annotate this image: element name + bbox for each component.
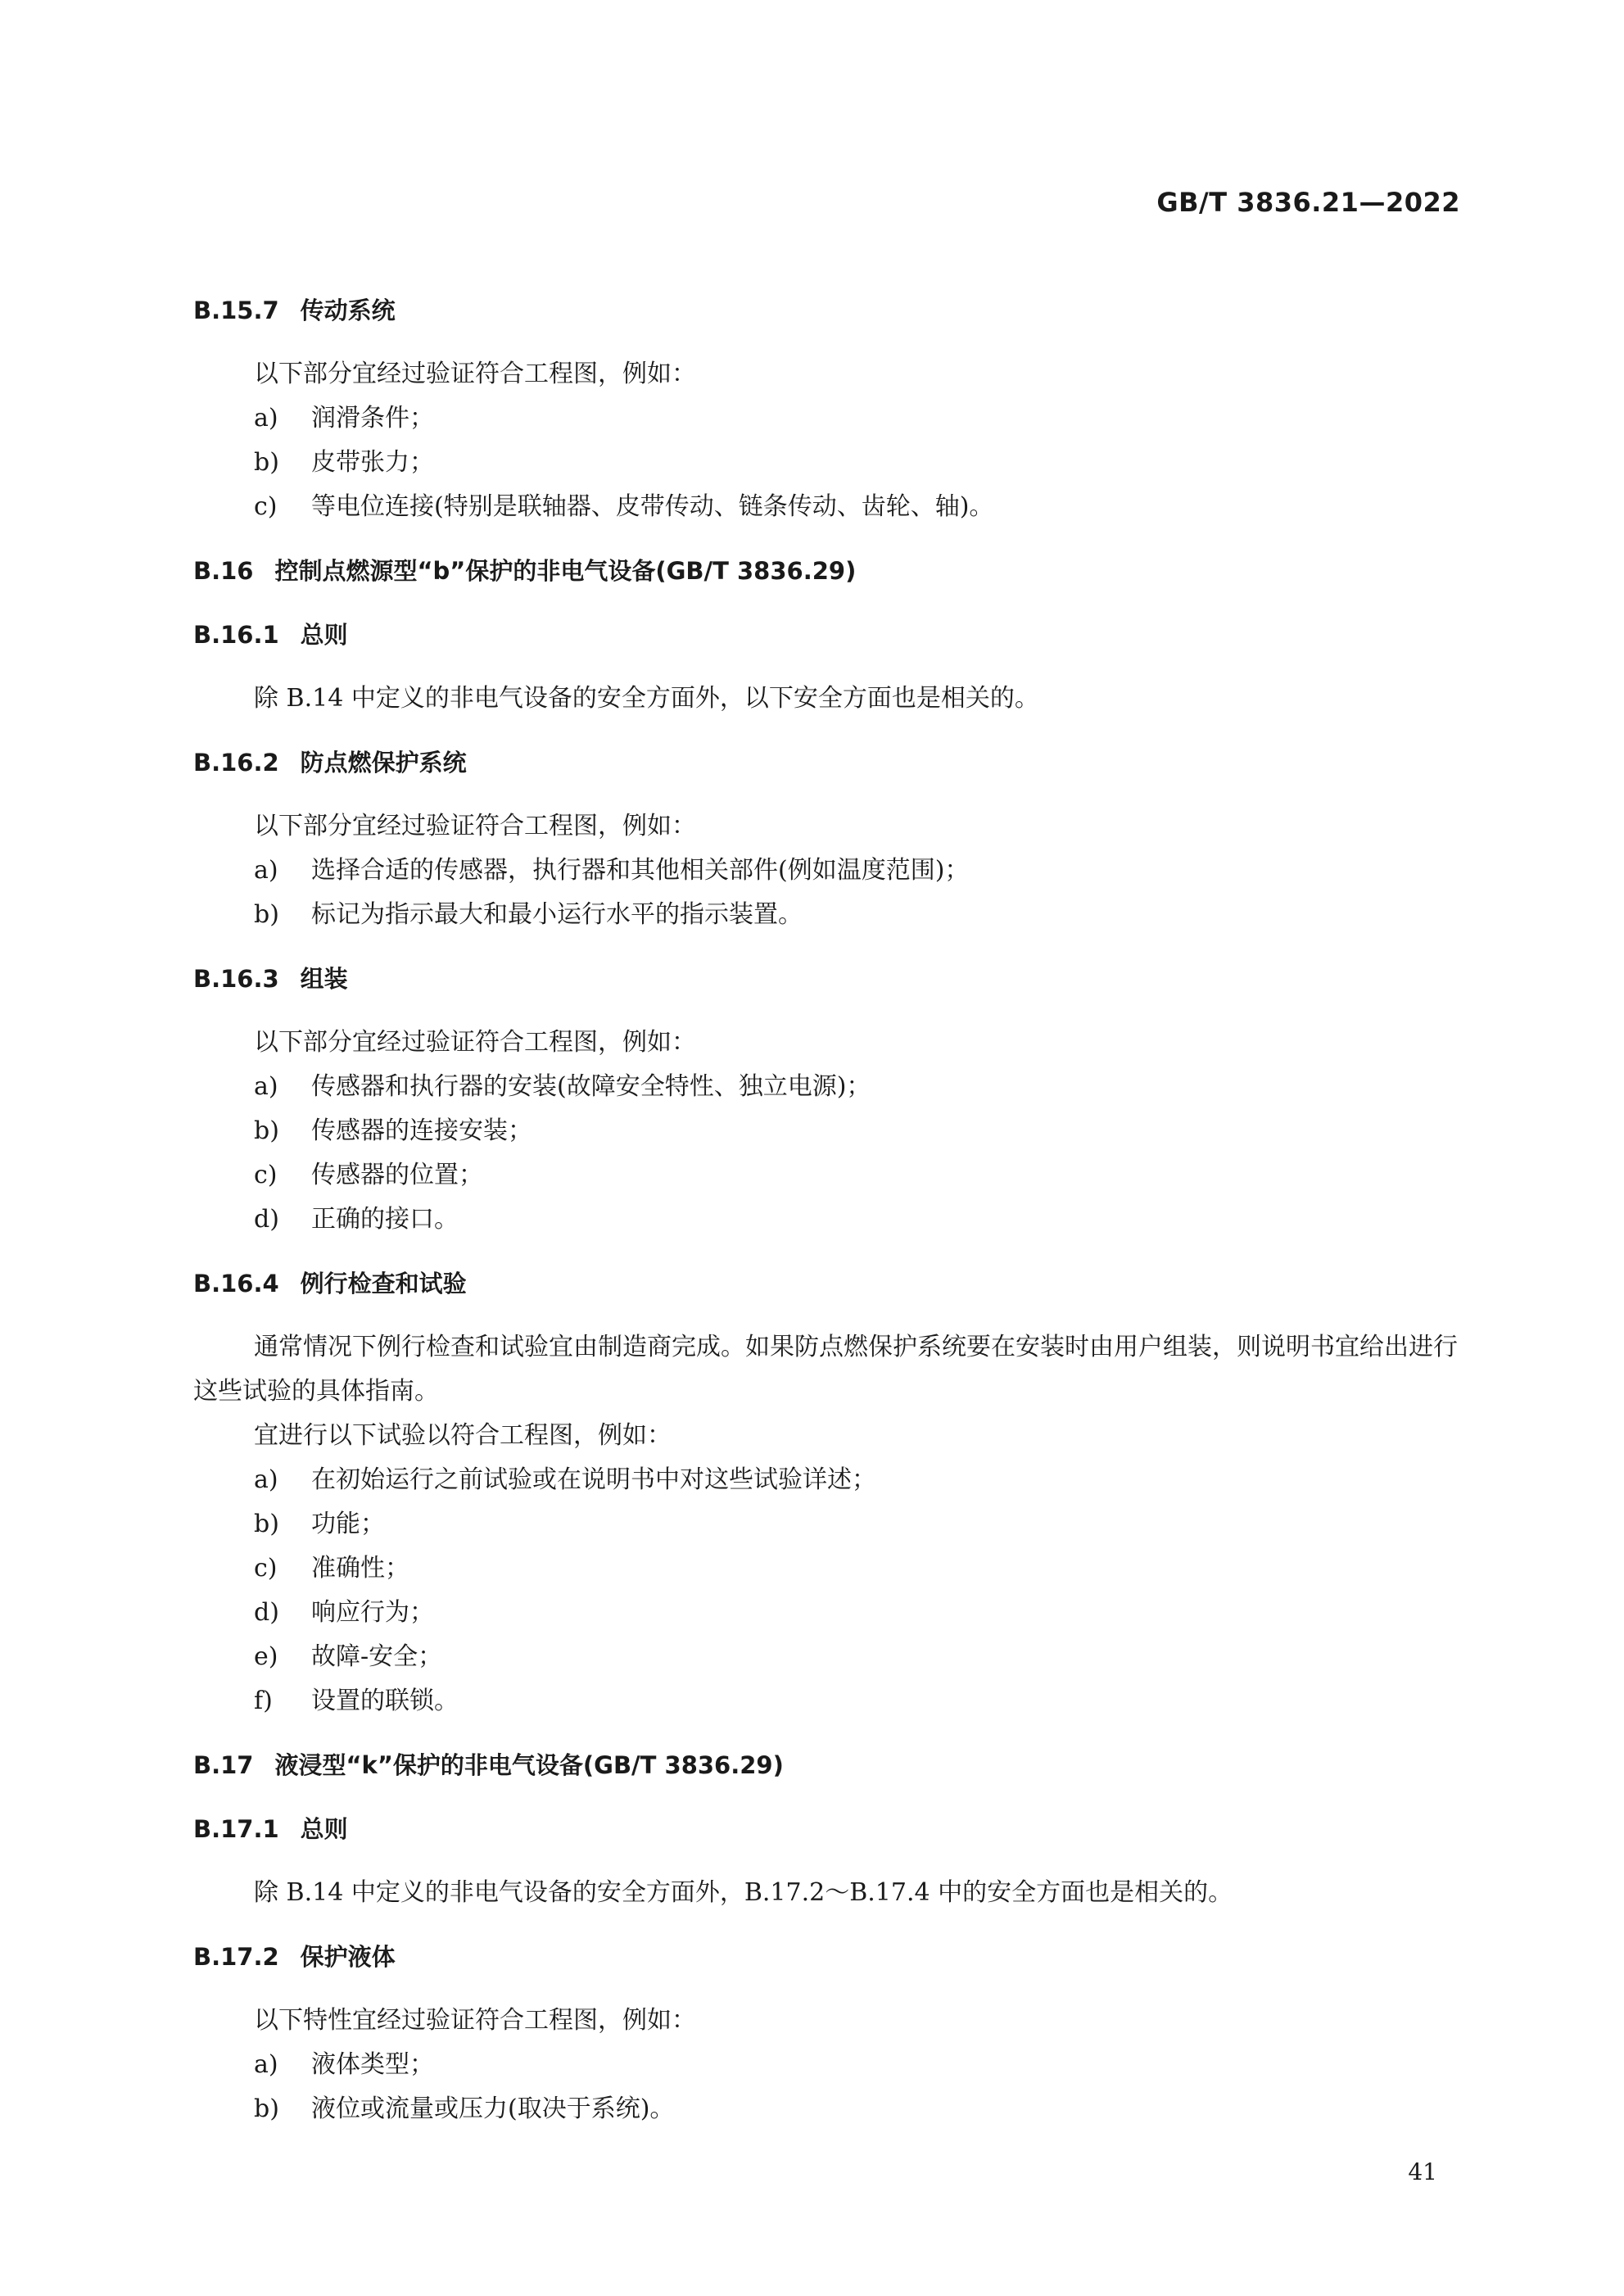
list-item: e) 故障-安全； (254, 1642, 443, 1671)
paragraph: 以下部分宜经过验证符合工程图，例如： (254, 812, 696, 840)
list-item: b) 传感器的连接安装； (254, 1116, 532, 1145)
section-heading (193, 1807, 1471, 1851)
section-number: B.17.1 (193, 1815, 279, 1843)
section-title: 控制点燃源型“b”保护的非电气设备(GB/T 3836.29) (274, 557, 857, 585)
section-number: B.16 (193, 557, 254, 585)
section-number: B.16.3 (193, 965, 279, 993)
section-number: B.17.2 (193, 1943, 279, 1971)
list-item: a) 在初始运行之前试验或在说明书中对这些试验详述； (254, 1465, 876, 1494)
section-heading (193, 740, 1471, 785)
section-number: B.16.1 (193, 621, 279, 649)
paragraph: 除 B.14 中定义的非电气设备的安全方面外，B.17.2～B.17.4 中的安全方面也是相关的。 (254, 1878, 1233, 1907)
list-item: a) 润滑条件； (254, 404, 434, 432)
section-title: 保护液体 (300, 1943, 396, 1971)
section-heading (193, 1743, 1471, 1787)
section-heading (193, 549, 1471, 593)
section-number: B.16.4 (193, 1270, 279, 1297)
list-item: c) 准确性； (254, 1554, 409, 1583)
section-title: 例行检查和试验 (300, 1270, 467, 1297)
section-heading (193, 1261, 1471, 1306)
page-number: 41 (1408, 2158, 1437, 2185)
section-title: 总则 (300, 1815, 348, 1843)
section-heading (193, 288, 1471, 333)
section-number: B.16.2 (193, 749, 279, 777)
paragraph: 除 B.14 中定义的非电气设备的安全方面外，以下安全方面也是相关的。 (254, 684, 1039, 713)
list-item: b) 皮带张力； (254, 448, 434, 477)
section-title: 防点燃保护系统 (300, 749, 467, 777)
section-number: B.15.7 (193, 297, 279, 324)
paragraph: 宜进行以下试验以符合工程图，例如： (254, 1421, 672, 1450)
list-item: d) 响应行为； (254, 1598, 434, 1627)
section-heading (193, 957, 1471, 1001)
document-code: GB/T 3836.21—2022 (1156, 187, 1460, 218)
paragraph: 以下部分宜经过验证符合工程图，例如： (254, 360, 696, 388)
list-item: a) 选择合适的传感器，执行器和其他相关部件(例如温度范围)； (254, 856, 970, 885)
list-item: c) 传感器的位置； (254, 1161, 483, 1189)
list-item: a) 液体类型； (254, 2050, 434, 2079)
section-title: 组装 (300, 965, 348, 993)
section-title: 传动系统 (300, 297, 396, 324)
paragraph: 通常情况下例行检查和试验宜由制造商完成。如果防点燃保护系统要在安装时由用户组装，则说明书宜给出进行这些试验的具体指南。 (193, 1333, 1458, 1406)
list-item: a) 传感器和执行器的安装(故障安全特性、独立电源)； (254, 1072, 871, 1101)
section-title: 总则 (300, 621, 348, 649)
section-number: B.17 (193, 1751, 254, 1779)
paragraph: 以下部分宜经过验证符合工程图，例如： (254, 1028, 696, 1057)
paragraph: 以下特性宜经过验证符合工程图，例如： (254, 2006, 696, 2035)
list-item: b) 功能； (254, 1510, 385, 1538)
page-content (193, 288, 1471, 2131)
list-item: b) 标记为指示最大和最小运行水平的指示装置。 (254, 900, 803, 929)
list-item: f) 设置的联锁。 (254, 1687, 459, 1715)
section-heading (193, 1935, 1471, 1979)
section-title: 液浸型“k”保护的非电气设备(GB/T 3836.29) (274, 1751, 784, 1779)
section-heading (193, 613, 1471, 657)
list-item: d) 正确的接口。 (254, 1205, 459, 1234)
list-item: c) 等电位连接(特别是联轴器、皮带传动、链条传动、齿轮、轴)。 (254, 492, 994, 521)
list-item: b) 液位或流量或压力(取决于系统)。 (254, 2094, 675, 2123)
